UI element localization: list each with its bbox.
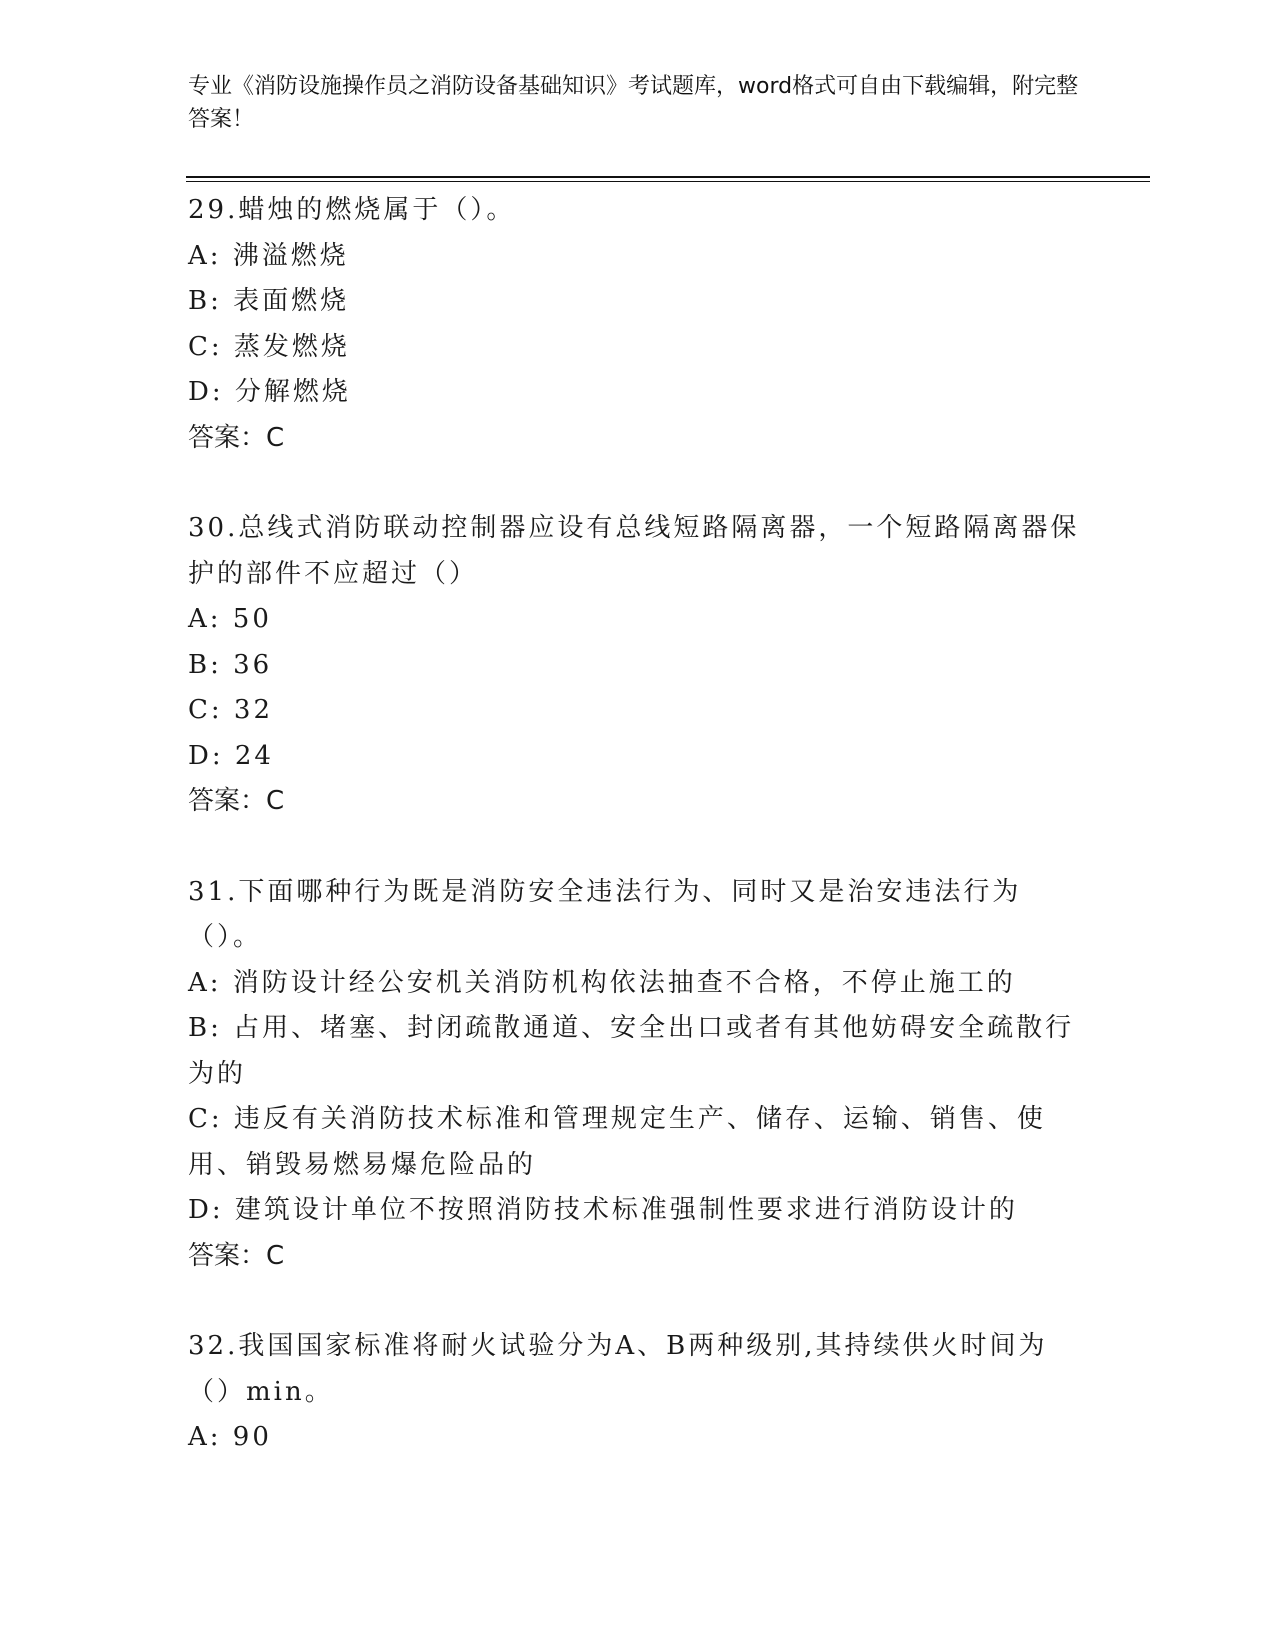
question-stem: 29.蜡烛的燃烧属于（）。: [188, 195, 516, 225]
document-header: 专业《消防设施操作员之消防设备基础知识》考试题库，word格式可自由下载编辑，附完整答案！: [188, 74, 1079, 132]
question-32: [188, 1324, 1088, 1461]
option-a: A: 90: [188, 1422, 272, 1452]
answer-line: 答案：C: [188, 786, 285, 816]
option-a: A: 消防设计经公安机关消防机构依法抽查不合格，不停止施工的: [188, 967, 1016, 998]
question-30: [188, 506, 1088, 825]
option-b: B: 表面燃烧: [188, 286, 350, 316]
question-list: [188, 188, 1088, 1506]
option-d: D: 建筑设计单位不按照消防技术标准强制性要求进行消防设计的: [188, 1195, 1018, 1225]
question-stem: 31.下面哪种行为既是消防安全违法行为、同时又是治安违法行为（）。: [188, 876, 1022, 952]
option-a: A: 50: [188, 604, 272, 634]
option-d: D: 分解燃烧: [188, 377, 351, 407]
header-rule-thick: [186, 176, 1150, 178]
question-29: [188, 188, 1088, 461]
option-d: D: 24: [188, 740, 274, 771]
question-stem: 32.我国国家标准将耐火试验分为A、B两种级别,其持续供火时间为（）min。: [188, 1331, 1048, 1407]
header-rule-thin: [186, 181, 1150, 182]
option-a: A: 沸溢燃烧: [188, 240, 349, 271]
answer-line: 答案：C: [188, 1240, 285, 1271]
option-c: C: 违反有关消防技术标准和管理规定生产、储存、运输、销售、使用、销毁易燃易爆危险品的: [188, 1104, 1046, 1180]
option-b: B: 36: [188, 649, 273, 680]
question-stem: 30.总线式消防联动控制器应设有总线短路隔离器，一个短路隔离器保护的部件不应超过（）: [188, 513, 1080, 589]
option-b: B: 占用、堵塞、封闭疏散通道、安全出口或者有其他妨碍安全疏散行为的: [188, 1013, 1075, 1089]
question-31: [188, 870, 1088, 1280]
answer-line: 答案：C: [188, 422, 285, 453]
option-c: C: 蒸发燃烧: [188, 331, 350, 362]
option-c: C: 32: [188, 695, 274, 725]
